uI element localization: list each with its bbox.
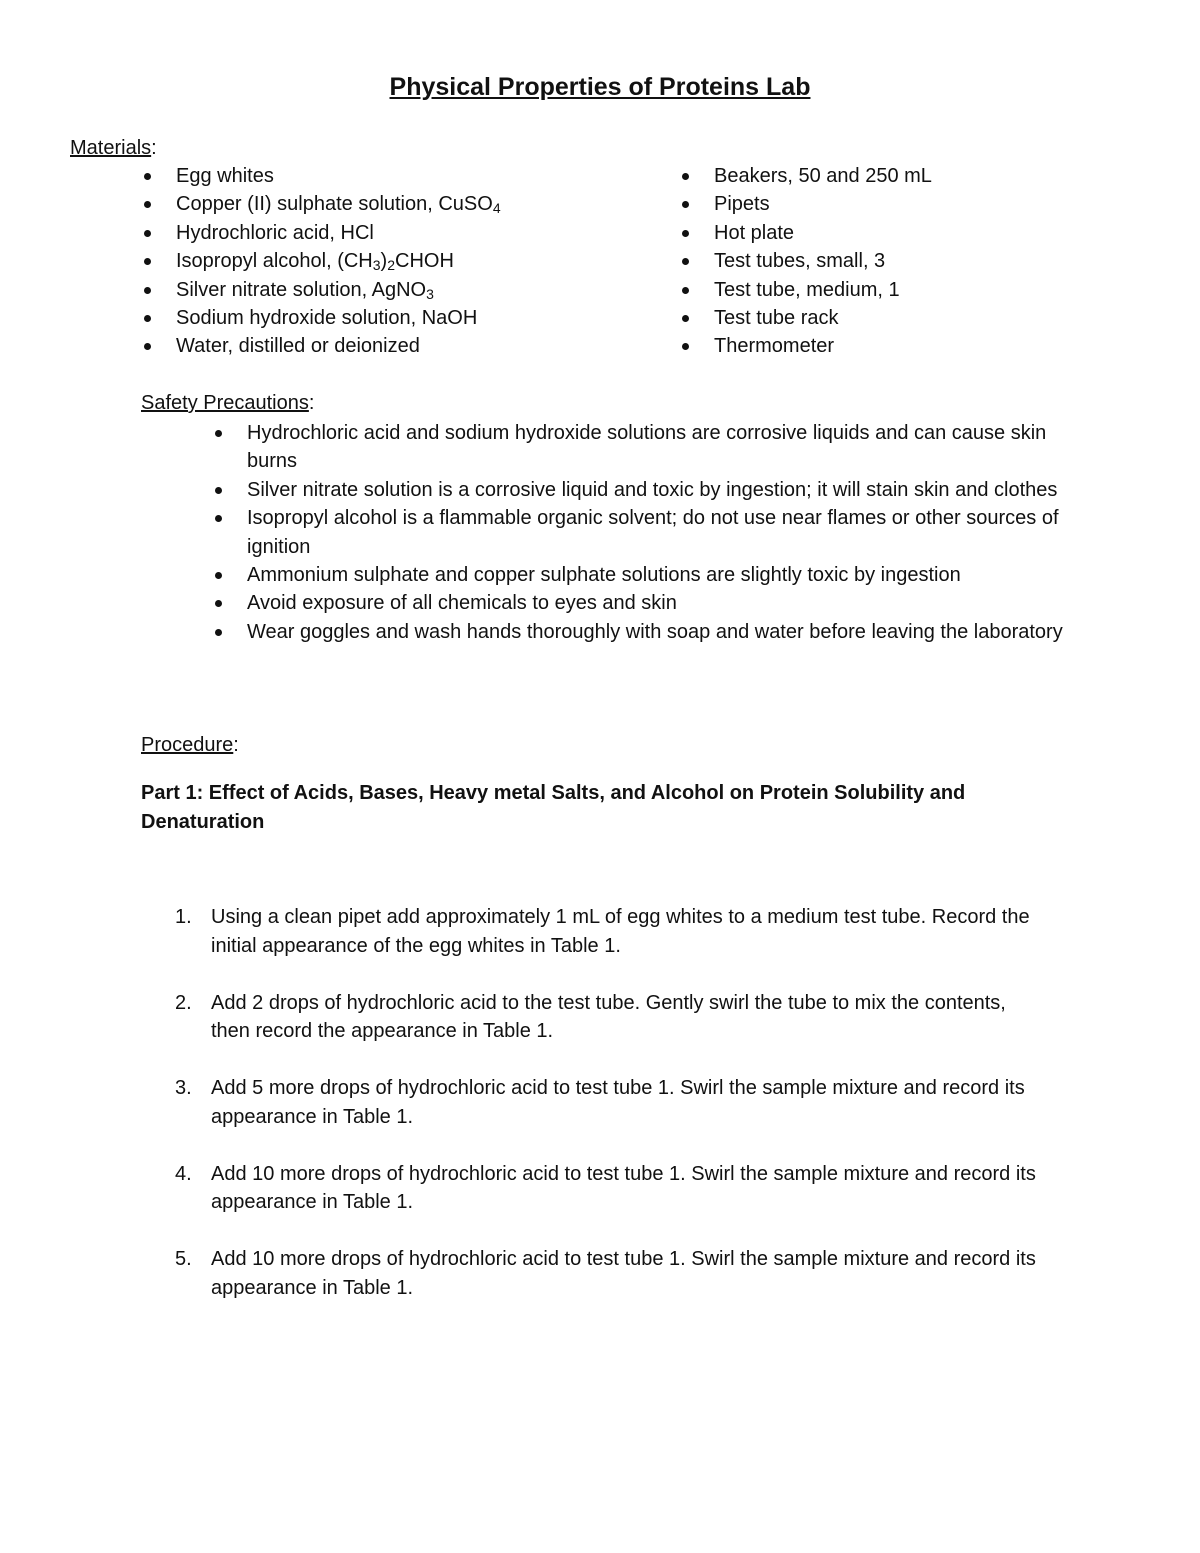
list-item xyxy=(175,1074,1041,1131)
step-text: Add 10 more drops of hydrochloric acid to test tube 1. Swirl the sample mixture and record its appearance in Table 1. xyxy=(211,1162,1036,1213)
bullet-icon xyxy=(215,572,222,579)
bullet-icon xyxy=(144,343,151,350)
list-item: Silver nitrate solution is a corrosive liquid and toxic by ingestion; it will stain skin and clothes xyxy=(247,476,1067,504)
procedure-label: Procedure: xyxy=(141,734,239,756)
safety-list xyxy=(247,419,1067,646)
bullet-icon xyxy=(144,258,151,265)
list-item: Beakers, 50 and 250 mL xyxy=(714,162,1134,190)
list-item: Wear goggles and wash hands thoroughly with soap and water before leaving the laboratory xyxy=(247,618,1067,646)
list-item: Hydrochloric acid and sodium hydroxide solutions are corrosive liquids and can cause skin burns xyxy=(247,419,1067,476)
bullet-icon xyxy=(144,201,151,208)
list-item xyxy=(175,903,1041,960)
step-text: Add 2 drops of hydrochloric acid to the test tube. Gently swirl the tube to mix the contents, then record the appearance in Table 1. xyxy=(211,991,1006,1042)
page-title: Physical Properties of Proteins Lab xyxy=(389,73,811,101)
list-item: Ammonium sulphate and copper sulphate solutions are slightly toxic by ingestion xyxy=(247,561,1067,589)
list-item: Test tubes, small, 3 xyxy=(714,247,1134,275)
list-item: Isopropyl alcohol is a flammable organic solvent; do not use near flames or other sources of ignition xyxy=(247,504,1067,561)
bullet-icon xyxy=(682,343,689,350)
procedure-steps xyxy=(175,903,1041,1331)
step-number: 2. xyxy=(175,991,192,1014)
list-item: Copper (II) sulphate solution, CuSO$_4$ xyxy=(176,190,656,218)
bullet-icon xyxy=(682,201,689,208)
list-item: Silver nitrate solution, AgNO$_3$ xyxy=(176,276,656,304)
list-item: Hot plate xyxy=(714,219,1134,247)
bullet-icon xyxy=(144,315,151,322)
materials-label: Materials: xyxy=(70,137,157,159)
bullet-icon xyxy=(215,515,222,522)
list-item xyxy=(175,1160,1041,1217)
bullet-icon xyxy=(215,430,222,437)
list-item: Hydrochloric acid, HCl xyxy=(176,219,656,247)
bullet-icon xyxy=(682,258,689,265)
step-number: 1. xyxy=(175,906,192,928)
list-item xyxy=(175,1245,1041,1302)
list-item: Egg whites xyxy=(176,162,656,190)
list-item: Avoid exposure of all chemicals to eyes and skin xyxy=(247,589,1067,617)
step-number: 5. xyxy=(175,1248,192,1270)
bullet-icon xyxy=(144,230,151,237)
step-text: Add 10 more drops of hydrochloric acid to test tube 1. Swirl the sample mixture and record its appearance in Table 1. xyxy=(211,1248,1036,1299)
bullet-icon xyxy=(144,287,151,294)
part1-heading: Part 1: Effect of Acids, Bases, Heavy metal Salts, and Alcohol on Protein Solubility and Denaturation xyxy=(141,782,966,833)
bullet-icon xyxy=(682,315,689,322)
list-item: Pipets xyxy=(714,190,1134,218)
bullet-icon xyxy=(682,173,689,180)
materials-list-right xyxy=(714,162,1134,361)
list-item: Isopropyl alcohol, $(CH_3)_2CHOH$ xyxy=(176,247,656,275)
bullet-icon xyxy=(215,487,222,494)
materials-list-left xyxy=(176,162,656,361)
bullet-icon xyxy=(215,629,222,636)
list-item: Sodium hydroxide solution, NaOH xyxy=(176,304,656,332)
step-text: Add 5 more drops of hydrochloric acid to test tube 1. Swirl the sample mixture and record its appearance in Table 1. xyxy=(211,1077,1025,1128)
step-number: 4. xyxy=(175,1162,192,1185)
bullet-icon xyxy=(682,287,689,294)
list-item: Thermometer xyxy=(714,332,1134,360)
bullet-icon xyxy=(682,230,689,237)
safety-label: Safety Precautions: xyxy=(141,392,315,414)
list-item xyxy=(175,989,1041,1046)
bullet-icon xyxy=(215,600,222,607)
list-item: Test tube, medium, 1 xyxy=(714,276,1134,304)
list-item: Water, distilled or deionized xyxy=(176,332,656,360)
step-number: 3. xyxy=(175,1077,192,1099)
bullet-icon xyxy=(144,173,151,180)
list-item: Test tube rack xyxy=(714,304,1134,332)
step-text: Using a clean pipet add approximately 1 mL of egg whites to a medium test tube. Record the initial appearance of the egg whites in Table 1. xyxy=(211,906,1030,957)
